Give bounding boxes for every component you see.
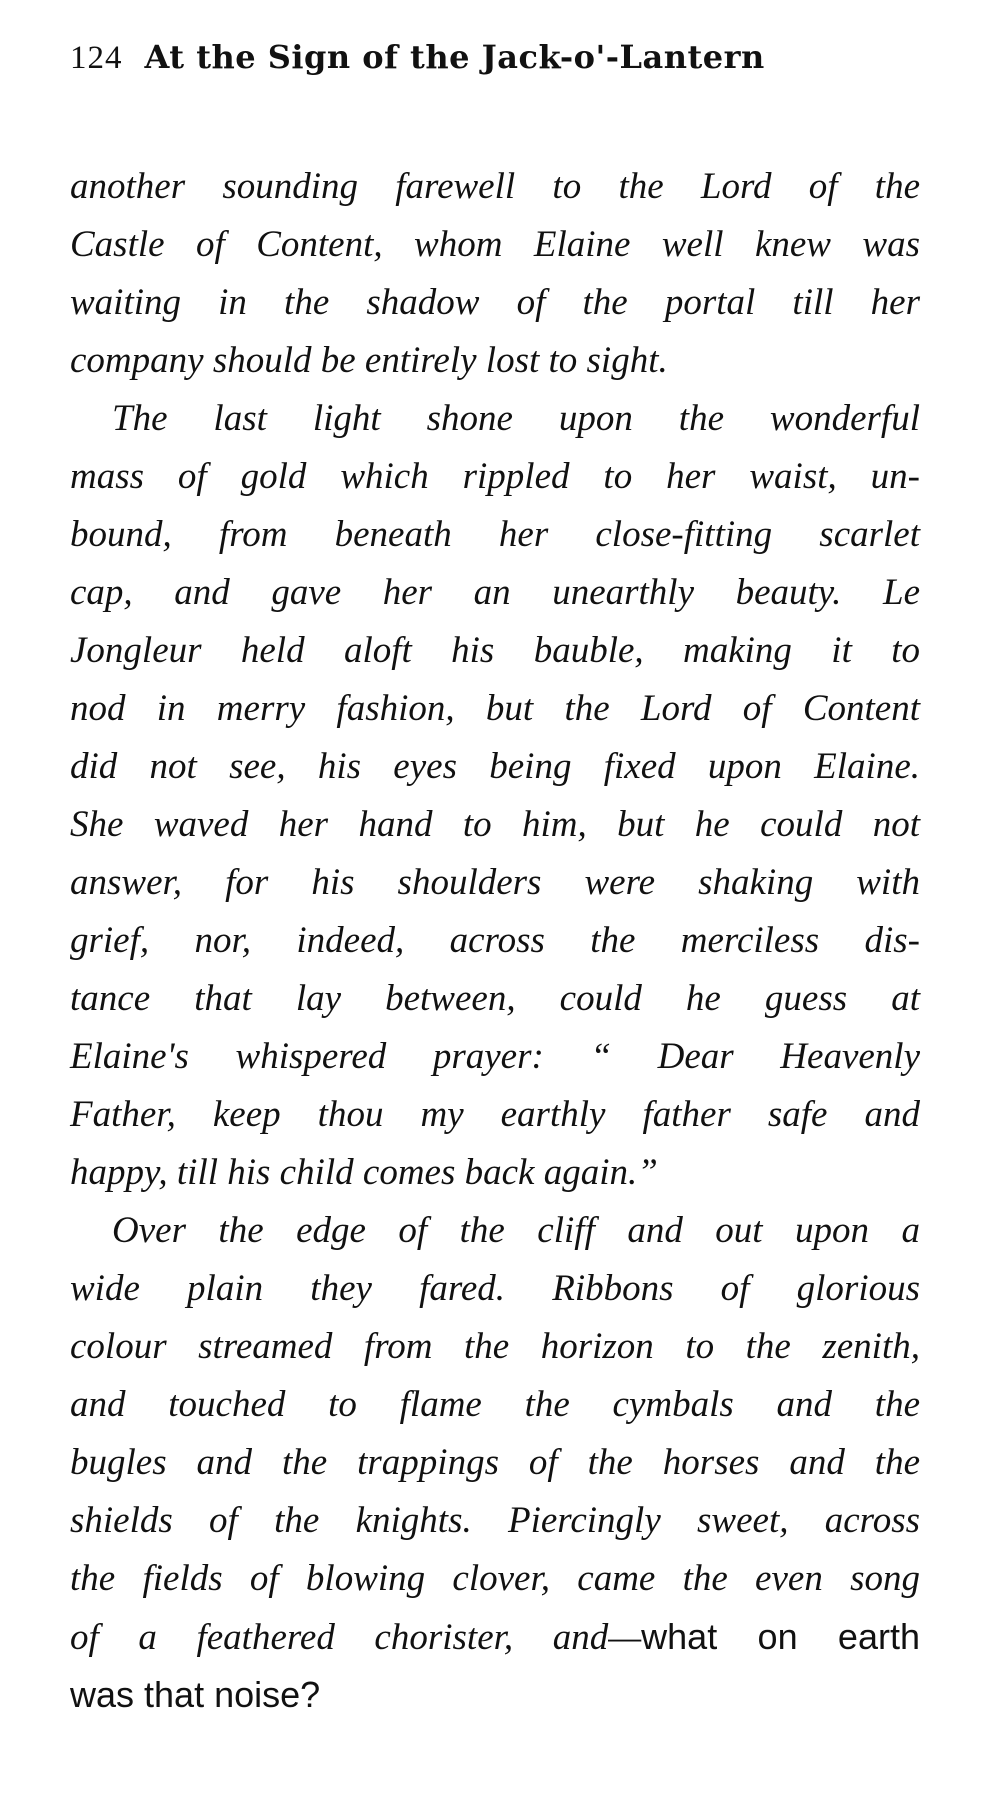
text-line: cap, and gave her an unearthly beauty. Le bbox=[70, 572, 920, 613]
text-line: Father, keep thou my earthly father safe and bbox=[70, 1094, 920, 1135]
text-line: another sounding farewell to the Lord of the bbox=[70, 166, 920, 207]
roman-segment: was that noise? bbox=[70, 1674, 321, 1715]
paragraph-start-line: The last light shone upon the wonderful bbox=[112, 398, 920, 439]
text-line: mass of gold which rippled to her waist, un- bbox=[70, 456, 920, 497]
text-line: grief, nor, indeed, across the merciless dis- bbox=[70, 920, 920, 961]
text-line: happy, till his child comes back again.” bbox=[70, 1152, 658, 1193]
text-line: and touched to flame the cymbals and the bbox=[70, 1384, 920, 1425]
final-text-line bbox=[70, 1666, 920, 1724]
text-line: bugles and the trappings of the horses and the bbox=[70, 1442, 920, 1483]
text-line: waiting in the shadow of the portal till her bbox=[70, 282, 920, 323]
text-line: wide plain they fared. Ribbons of glorious bbox=[70, 1268, 920, 1309]
text-line: tance that lay between, could he guess at bbox=[70, 978, 920, 1019]
text-line: She waved her hand to him, but he could not bbox=[70, 804, 920, 845]
italic-segment: of a feathered chorister, and— bbox=[70, 1617, 642, 1658]
text-line: bound, from beneath her close-fitting scarlet bbox=[70, 514, 920, 555]
text-line: answer, for his shoulders were shaking with bbox=[70, 862, 920, 903]
page-number: 124 bbox=[70, 40, 123, 76]
roman-segment: what on earth bbox=[641, 1616, 920, 1657]
running-title: At the Sign of the Jack-o'-Lantern bbox=[144, 38, 765, 76]
running-head bbox=[70, 38, 920, 88]
text-line: company should be entirely lost to sight. bbox=[70, 340, 668, 381]
text-line: Elaine's whispered prayer: “ Dear Heavenly bbox=[70, 1036, 920, 1077]
body-text bbox=[70, 158, 920, 1724]
text-line: shields of the knights. Piercingly sweet, across bbox=[70, 1500, 920, 1541]
text-line: the fields of blowing clover, came the even song bbox=[70, 1558, 920, 1599]
text-line: did not see, his eyes being fixed upon Elaine. bbox=[70, 746, 920, 787]
text-line: Castle of Content, whom Elaine well knew was bbox=[70, 224, 920, 265]
text-line: nod in merry fashion, but the Lord of Content bbox=[70, 688, 920, 729]
paragraph-start-line: Over the edge of the cliff and out upon a bbox=[112, 1210, 920, 1251]
mixed-text-line bbox=[70, 1608, 920, 1666]
text-line: Jongleur held aloft his bauble, making it to bbox=[70, 630, 920, 671]
text-line: colour streamed from the horizon to the zenith, bbox=[70, 1326, 920, 1367]
